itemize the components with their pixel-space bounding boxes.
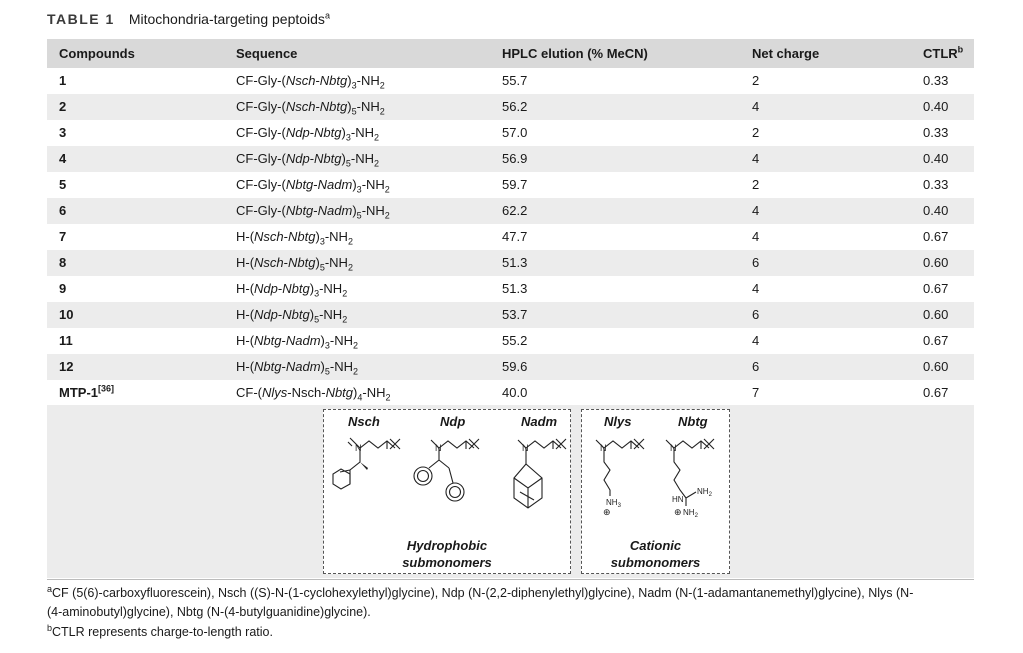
compound-id: 3 [59,125,67,140]
ctlr-cell: 0.40 [923,99,949,114]
table-row [47,94,974,120]
ctlr-cell: 0.60 [923,255,949,270]
ctlr-cell: 0.33 [923,73,949,88]
ndp-structure-label: Ndp [440,414,466,429]
nsch-n-atom: N [355,443,362,453]
net-charge-cell: 4 [752,333,760,348]
nbtg-positive-charge: ⊕ [674,508,682,518]
compound-id: MTP-1[36] [59,383,115,400]
hplc-cell: 55.7 [502,73,528,88]
table-row [47,224,974,250]
footnote-b [47,623,273,642]
header-net-charge: Net charge [752,46,820,61]
ctlr-footnote-mark: b [957,44,964,55]
sequence-cell: $CF-Gly-(Ndp-Nbtg)_3-NH_2$ [236,125,379,143]
table-bottom-rule [47,579,974,580]
hplc-cell: 59.7 [502,177,528,192]
table-row [47,250,974,276]
submonomer-structures-panel [47,405,974,578]
compound-id: 4 [59,151,67,166]
net-charge-cell: 2 [752,125,760,140]
compound-id: 1 [59,73,67,88]
table-row [47,146,974,172]
table-row [47,328,974,354]
net-charge-cell: 6 [752,359,760,374]
header-sequence: Sequence [236,46,298,61]
hplc-cell: 59.6 [502,359,528,374]
ctlr-cell: 0.67 [923,333,949,348]
header-compounds: Compounds [59,46,135,61]
sequence-cell: $H-(Nbtg-Nadm)_5-NH_2$ [236,359,359,377]
compound-reference: [36] [98,383,115,394]
ctlr-cell: 0.33 [923,125,949,140]
header-hplc: HPLC elution (% MeCN) [502,46,648,61]
hplc-cell: 51.3 [502,255,528,270]
nbtg-structure-label: Nbtg [678,414,708,429]
footnote-a-mark: a [47,583,53,594]
sequence-cell: $CF-Gly-(Nbtg-Nadm)_5-NH_2$ [236,203,390,221]
table-header-row [47,39,974,68]
nlys-structure-label: Nlys [604,414,632,429]
net-charge-cell: 4 [752,281,760,296]
sequence-cell: $CF-Gly-(Nsch-Nbtg)_5-NH_2$ [236,99,385,117]
ndp-structure-drawing [409,434,489,524]
nbtg-n-atom: N [670,443,677,453]
nbtg-structure-drawing [656,434,728,524]
nadm-n-atom: N [522,443,529,453]
net-charge-cell: 6 [752,255,760,270]
sequence-cell: $H-(Nsch-Nbtg)_3-NH_2$ [236,229,353,247]
sequence-cell: $CF-Gly-(Nbtg-Nadm)_3-NH_2$ [236,177,390,195]
ctlr-cell: 0.67 [923,229,949,244]
table-row [47,198,974,224]
table-label: TABLE 1 [47,11,115,27]
table-row [47,276,974,302]
compound-id: 7 [59,229,67,244]
hplc-cell: 56.9 [502,151,528,166]
nlys-nh3-group: $NH_3$ [606,498,621,509]
hplc-cell: 47.7 [502,229,528,244]
nbtg-nh2-cation-group: $NH_2$ [683,508,698,519]
hplc-cell: 62.2 [502,203,528,218]
net-charge-cell: 4 [752,99,760,114]
nbtg-nh2-group: $NH_2$ [697,487,712,498]
data-table [47,39,974,406]
hplc-cell: 57.0 [502,125,528,140]
hydrophobic-group-label: Hydrophobic submonomers [402,538,492,570]
ctlr-cell: 0.67 [923,385,949,400]
cationic-submonomers-box [581,409,730,574]
compound-id: 8 [59,255,67,270]
sequence-cell: $CF-Gly-(Ndp-Nbtg)_5-NH_2$ [236,151,379,169]
table-row [47,302,974,328]
table-row [47,354,974,380]
hplc-cell: 56.2 [502,99,528,114]
nbtg-hn-group: HN [672,495,684,504]
table-row [47,68,974,94]
footnote-a-line2: (4-aminobutyl)glycine), Nbtg (N-(4-butylguanidine)glycine). [47,605,371,619]
sequence-cell: $H-(Ndp-Nbtg)_5-NH_2$ [236,307,348,325]
ctlr-cell: 0.40 [923,203,949,218]
net-charge-cell: 2 [752,177,760,192]
sequence-cell: $H-(Ndp-Nbtg)_3-NH_2$ [236,281,348,299]
nsch-structure-drawing [324,434,409,524]
ctlr-cell: 0.33 [923,177,949,192]
table-row [47,120,974,146]
hplc-cell: 53.7 [502,307,528,322]
title-footnote-mark: a [324,10,330,21]
table-caption [47,11,330,27]
ctlr-cell: 0.67 [923,281,949,296]
nlys-n-atom: N [600,443,607,453]
compound-id: 9 [59,281,67,296]
sequence-cell: $CF-Gly-(Nsch-Nbtg)_3-NH_2$ [236,73,385,91]
table-row [47,380,974,406]
net-charge-cell: 4 [752,203,760,218]
sequence-cell: $H-(Nsch-Nbtg)_5-NH_2$ [236,255,353,273]
nlys-positive-charge: ⊕ [603,508,611,518]
nsch-structure-label: Nsch [348,414,380,429]
footnote-b-text: CTLR represents charge-to-length ratio. [52,625,273,639]
table-row [47,172,974,198]
compound-id: 10 [59,307,74,322]
sequence-cell: $H-(Nbtg-Nadm)_3-NH_2$ [236,333,359,351]
hydrophobic-submonomers-box [323,409,571,574]
table-title: Mitochondria-targeting peptoids [128,11,325,27]
compound-id: 6 [59,203,67,218]
compound-id: 12 [59,359,74,374]
table-body [47,68,974,406]
hplc-cell: 55.2 [502,333,528,348]
compound-id: 5 [59,177,67,192]
net-charge-cell: 6 [752,307,760,322]
net-charge-cell: 7 [752,385,760,400]
nadm-structure-drawing [494,434,570,524]
compound-id: 2 [59,99,67,114]
footnote-a-line1: CF (5(6)-carboxyfluorescein), Nsch ((S)-N-(1-cyclohexylethyl)glycine), Ndp (N-(2,2-diphenylethyl)glycine), Nadm (N-(1-adamantanemethyl)glycine), Nlys (N- [52,586,914,600]
nlys-structure-drawing [586,434,656,524]
hplc-cell: 51.3 [502,281,528,296]
ctlr-cell: 0.40 [923,151,949,166]
ctlr-cell: 0.60 [923,307,949,322]
ndp-n-atom: N [435,443,442,453]
footnote-a [47,584,913,622]
net-charge-cell: 4 [752,229,760,244]
net-charge-cell: 2 [752,73,760,88]
nadm-structure-label: Nadm [521,414,558,429]
sequence-cell: $CF-(Nlys-Nsch-Nbtg)_4-NH_2$ [236,385,391,403]
footnote-b-mark: b [47,622,53,633]
ctlr-cell: 0.60 [923,359,949,374]
hplc-cell: 40.0 [502,385,528,400]
net-charge-cell: 4 [752,151,760,166]
compound-id: 11 [59,333,73,348]
cationic-group-label: Cationic submonomers [610,538,701,570]
header-ctlr: CTLR$^b$ [923,44,964,61]
